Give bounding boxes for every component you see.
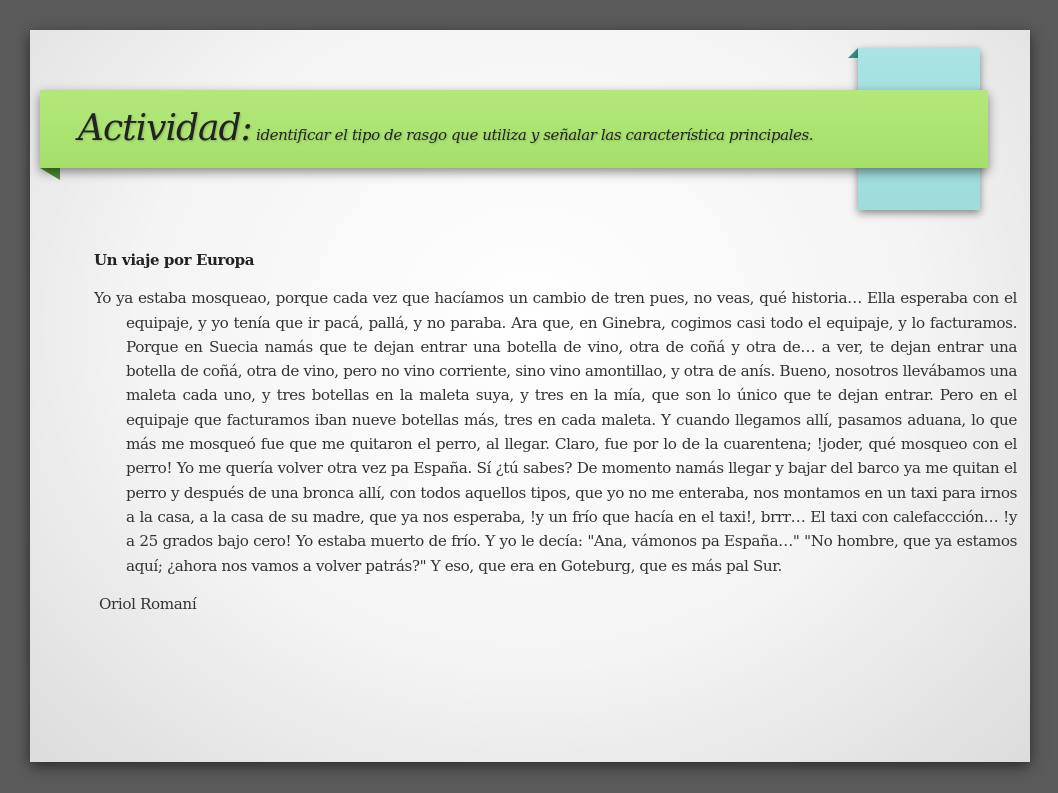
title-bar	[40, 90, 988, 168]
title-subtitle: identificar el tipo de rasgo que utiliza y señalar las característica principales.	[251, 126, 814, 144]
text-body: Yo ya estaba mosqueao, porque cada vez que hacíamos un cambio de tren pues, no veas, qué historia… Ella esperaba con el equipaje, y yo tenía que ir pacá, pallá, y no paraba. Ara que, en Ginebra, cogimos casi todo el equipaje, y lo facturamos. Porque en Suecia namás que te dejan entrar una botella de vino, otra de coñá y otra de… a ver, te dejan entrar una botella de coñá, otra de vino, pero no vino corriente, sino vino amontillao, y otra de anís. Bueno, nosotros llevábamos una maleta cada uno, y tres botellas en la maleta suya, y tres en la mía, que son lo único que te dejan entrar. Pero en el equipaje que facturamos iban nueve botellas más, tres en cada maleta. Y cuando llegamos allí, pasamos aduana, lo que más me mosqueó fue que me quitaron el perro, al llegar. Claro, fue por lo de la cuarentena; !joder, qué mosqueo con el perro! Yo me quería volver otra vez pa España. Sí ¿tú sabes? De momento namás llegar y bajar del barco ya me quitan el perro y después de una bronca allí, con todos aquellos tipos, que yo no me enteraba, nos montamos en un taxi para irnos a la casa, a la casa de su madre, que ya nos esperaba, !y un frío que hacía en el taxi!, brrr… El taxi con calefaccción… !y a 25 grados bajo cero! Yo estaba muerto de frío. Y yo le decía: "Ana, vámonos pa España…" "No hombre, que ya estamos aquí; ¿ahora nos vamos a volver patrás?" Y eso, que era en Goteburg, que es más pal Sur.	[94, 289, 1017, 575]
slide	[30, 30, 1030, 762]
text-author: Oriol Romaní	[99, 594, 197, 613]
slide-content	[94, 248, 1017, 616]
slide-title	[78, 108, 813, 149]
title-bar-fold	[40, 168, 60, 180]
title-main: Actividad:	[78, 108, 252, 149]
teal-tab-fold	[848, 48, 858, 58]
text-heading: Un viaje por Europa	[94, 251, 255, 269]
